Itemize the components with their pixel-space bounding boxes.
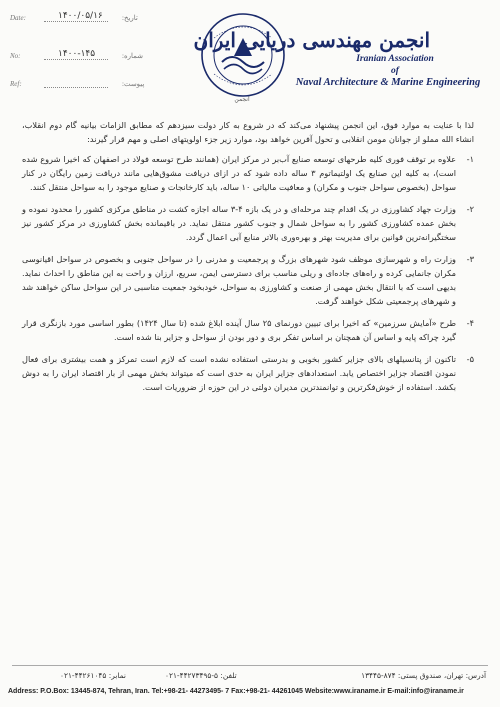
org-name-en-line3: Naval Architecture & Marine Engineering — [295, 77, 481, 88]
association-seal-logo — [200, 12, 286, 98]
item-text: طرح «آمایش سرزمین» که اخیرا برای تبیین دورنمای ۲۵ سال آینده ابلاغ شده (تا سال ۱۴۲۴) بطور اساسی مورد بازنگری قرار گیرد چراکه پایه و اساس آن همچنان بر اساس تفکر بری و دور بودن از سواحل و جزایر بنا شده است. — [22, 318, 456, 342]
item-number: ۱- — [466, 154, 474, 164]
footer-tel-fa: تلفن: ۵-۴۴۲۷۳۴۹۵-۰۲۱ — [165, 671, 237, 680]
item-number: ۵- — [466, 354, 474, 364]
list-item — [22, 152, 474, 194]
organization-name-en — [295, 53, 490, 89]
number-label-fa: شماره: — [122, 52, 144, 60]
item-text: علاوه بر توقف فوری کلیه طرحهای توسعه صنایع آب‌بر در مرکز ایران (همانند طرح توسعه فولاد در اصفهان که اخیرا شروع شده است)، به کلیه این صنایع یک اولتیماتوم ۳ ساله داده شود که در ازای دریافت مشوق‌هایی مانند دریافت زمین رایگان در کنار سواحل (بخصوص سواحل جنوب و مکران) و معافیت مالیاتی ۱۰ ساله، باید کارخانجات و صنایع موجود را به سواحل منتقل کنند. — [22, 154, 456, 192]
letter-intro: لذا با عنایت به موارد فوق، این انجمن پیشنهاد می‌کند که در شروع به کار دولت سیزدهم که مطابق الزامات بیانیه گام دوم انقلاب، انشاء الله مملو از جوانان مومن انقلابی و تحول آفرین خواهد بود، موارد زیر جزء اولویتهای اصلی و مهم قرار گیرند: — [22, 120, 474, 144]
date-value: ۱۴۰۰/۰۵/۱۶ — [58, 11, 103, 21]
date-field — [10, 11, 138, 22]
organization-name-fa: انجمن مهندسی دریایی ایران — [193, 28, 430, 52]
number-field — [10, 49, 144, 60]
list-item — [22, 316, 474, 344]
number-value: ۱۴۰۰-۱۴۵ — [58, 49, 96, 59]
seal-caption: انجمن — [234, 96, 250, 103]
ref-label: Ref: — [10, 80, 22, 88]
org-name-en-line2: of — [391, 66, 399, 76]
list-item — [22, 202, 474, 244]
item-text: وزارت جهاد کشاورزی در یک اقدام چند مرحله‌ای و در یک بازه ۴-۳ ساله اجازه کشت در مناطق مرکزی کشور را محدود نموده و بخش عمده کشاورزی کشور را به سواحل شمال و جنوب کشور منتقل نماید. در باقیمانده بخش کشاورزی در مرکز کشور نیز سختگیرانه‌ترین قوانین برای مدیریت بهتر و بهره‌وری بالاتر منابع آبی اعمال گردد. — [22, 204, 456, 242]
letter-body — [22, 118, 474, 402]
footer-address-en: Address: P.O.Box: 13445-874, Tehran, Iran. Tel:+98-21- 44273495- 7 Fax:+98-21- 44261045 Website:www.iraname.ir E-mail:info@iraname.ir — [8, 688, 464, 695]
footer-divider — [12, 665, 488, 666]
item-number: ۳- — [466, 254, 474, 264]
footer-address-fa: آدرس: تهران، صندوق پستی: ۸۷۴-۱۳۴۴۵ — [361, 671, 486, 680]
item-text: وزارت راه و شهرسازی موظف شود شهرهای بزرگ و پرجمعیت و مدرنی را در سواحل جنوبی و بخصوص در سواحل اقیانوسی مکران جانمایی کرده و راه‌های جاده‌ای و ریلی مناسب برای دسترسی ایمن، سریع، ارزان و راحت به این مناطق را احداث نماید. بدیهی است که با انتقال بخش مهمی از صنعت و کشاورزی به سواحل، خودبخود جمعیت مناسبی در این سواحل ساکن خواهند شد و شهرهای پرجمعیتی شکل خواهند گرفت. — [22, 254, 456, 306]
list-item — [22, 252, 474, 308]
number-label: No: — [10, 52, 21, 60]
footer-fax-fa: نمابر: ۴۴۲۶۱۰۴۵-۰۲۱ — [60, 671, 126, 680]
date-label-fa: تاریخ: — [122, 14, 138, 22]
list-item — [22, 352, 474, 394]
item-number: ۴- — [466, 318, 474, 328]
ref-field — [10, 80, 145, 88]
ref-label-fa: پیوست: — [122, 80, 145, 88]
org-name-en-line1: Iranian Association — [356, 54, 434, 64]
date-label: Date: — [10, 14, 26, 22]
item-text: تاکنون از پتانسیلهای بالای جزایر کشور بخوبی و بدرستی استفاده نشده است که لازم است تمرکز و همت بیشتری برای فعال نمودن اقتصاد جزایر اختصاص یابد. استعدادهای جزایر ایران به حدی است که میتواند بخش مهمی از بار اقتصاد ایران را به دوش بکشد. استفاده از خوش‌فکرترین و توانمندترین مدیران دولتی در این حوزه از ضروریات است. — [22, 354, 456, 392]
item-number: ۲- — [466, 204, 474, 214]
